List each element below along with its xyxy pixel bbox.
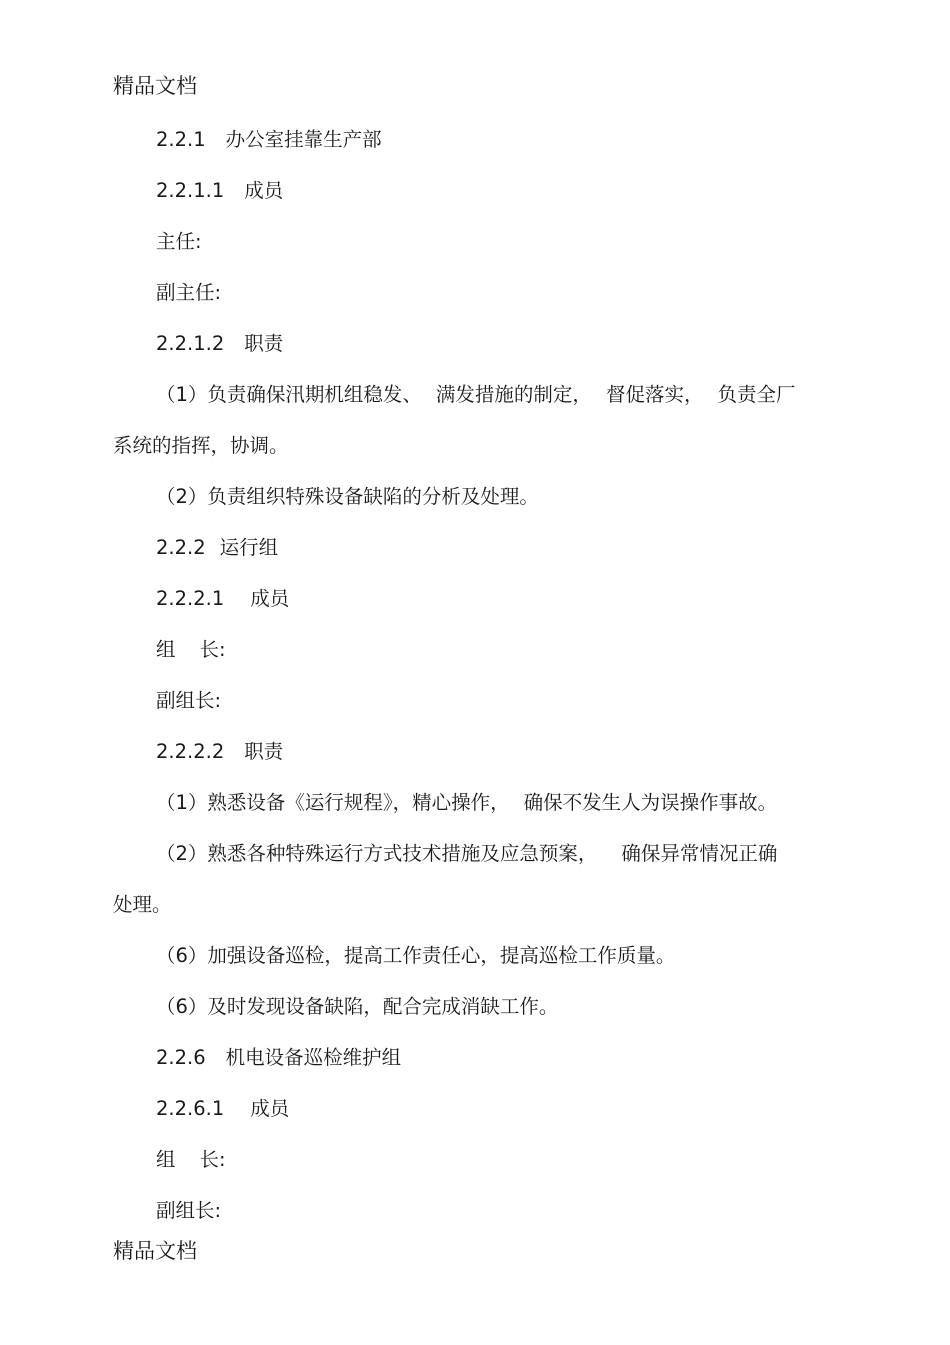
director-line: 主任: (156, 230, 202, 253)
section-title: 机电设备巡检维护组 (225, 1046, 402, 1069)
operation-duty-2-line (113, 840, 823, 891)
section-title: 办公室挂靠生产部 (225, 128, 382, 151)
operation-duty-1-part-b: 确保不发生人为误操作事故。 (523, 791, 778, 814)
leader-label-b: 长: (199, 1148, 226, 1171)
section-title: 成员 (244, 179, 284, 202)
duty-1-continuation: 系统的指挥，协调。 (113, 434, 289, 457)
duty-1-part-a: （1）负责确保汛期机组稳发、 (156, 383, 422, 406)
section-number: 2.2.6.1 (156, 1097, 225, 1120)
section-2-2-6-1-heading (113, 1095, 823, 1146)
section-number: 2.2.2.1 (156, 587, 225, 610)
section-2-2-2-2-heading (113, 738, 823, 789)
operation-duty-2-part-a: （2）熟悉各种特殊运行方式技术措施及应急预案， (156, 842, 598, 865)
operation-duty-6b-line: （6）及时发现设备缺陷，配合完成消缺工作。 (156, 995, 559, 1018)
section-number: 2.2.1.1 (156, 179, 225, 202)
deputy-director-line: 副主任: (156, 281, 222, 304)
section-title: 职责 (244, 740, 284, 763)
duty-1-part-c: 督促落实， (605, 383, 704, 406)
leader-line-2 (113, 1146, 823, 1197)
operation-duty-2-part-b: 确保异常情况正确 (621, 842, 778, 865)
section-number: 2.2.1 (156, 128, 206, 151)
section-title: 成员 (250, 587, 290, 610)
leader-label-a: 组 (156, 1148, 176, 1171)
duty-1-line (113, 381, 823, 432)
section-number: 2.2.2 (156, 536, 206, 559)
section-title: 职责 (244, 332, 284, 355)
leader-line (113, 636, 823, 687)
page-header: 精品文档 (113, 74, 197, 98)
operation-duty-1-line (113, 789, 823, 840)
duty-1-part-d: 负责全厂 (717, 383, 796, 406)
section-title: 成员 (250, 1097, 290, 1120)
duty-2-line: （2）负责组织特殊设备缺陷的分析及处理。 (156, 485, 539, 508)
section-2-2-1-2-heading (113, 330, 823, 381)
leader-label-a: 组 (156, 638, 176, 661)
section-2-2-2-heading (113, 534, 823, 585)
section-number: 2.2.6 (156, 1046, 206, 1069)
operation-duty-6a-line: （6）加强设备巡检，提高工作责任心，提高巡检工作质量。 (156, 944, 676, 967)
page-footer: 精品文档 (113, 1239, 197, 1263)
section-title: 运行组 (219, 536, 279, 559)
section-2-2-6-heading (113, 1044, 823, 1095)
document-body (113, 126, 823, 1248)
operation-duty-1-part-a: （1）熟悉设备《运行规程》，精心操作， (156, 791, 510, 814)
duty-1-part-b: 满发措施的制定， (435, 383, 592, 406)
leader-label-b: 长: (199, 638, 226, 661)
section-number: 2.2.2.2 (156, 740, 225, 763)
section-2-2-2-1-heading (113, 585, 823, 636)
section-number: 2.2.1.2 (156, 332, 225, 355)
operation-duty-2-continuation: 处理。 (113, 893, 172, 916)
section-2-2-1-1-heading (113, 177, 823, 228)
section-2-2-1-heading (113, 126, 823, 177)
deputy-leader-line-2: 副组长: (156, 1199, 222, 1222)
deputy-leader-line: 副组长: (156, 689, 222, 712)
